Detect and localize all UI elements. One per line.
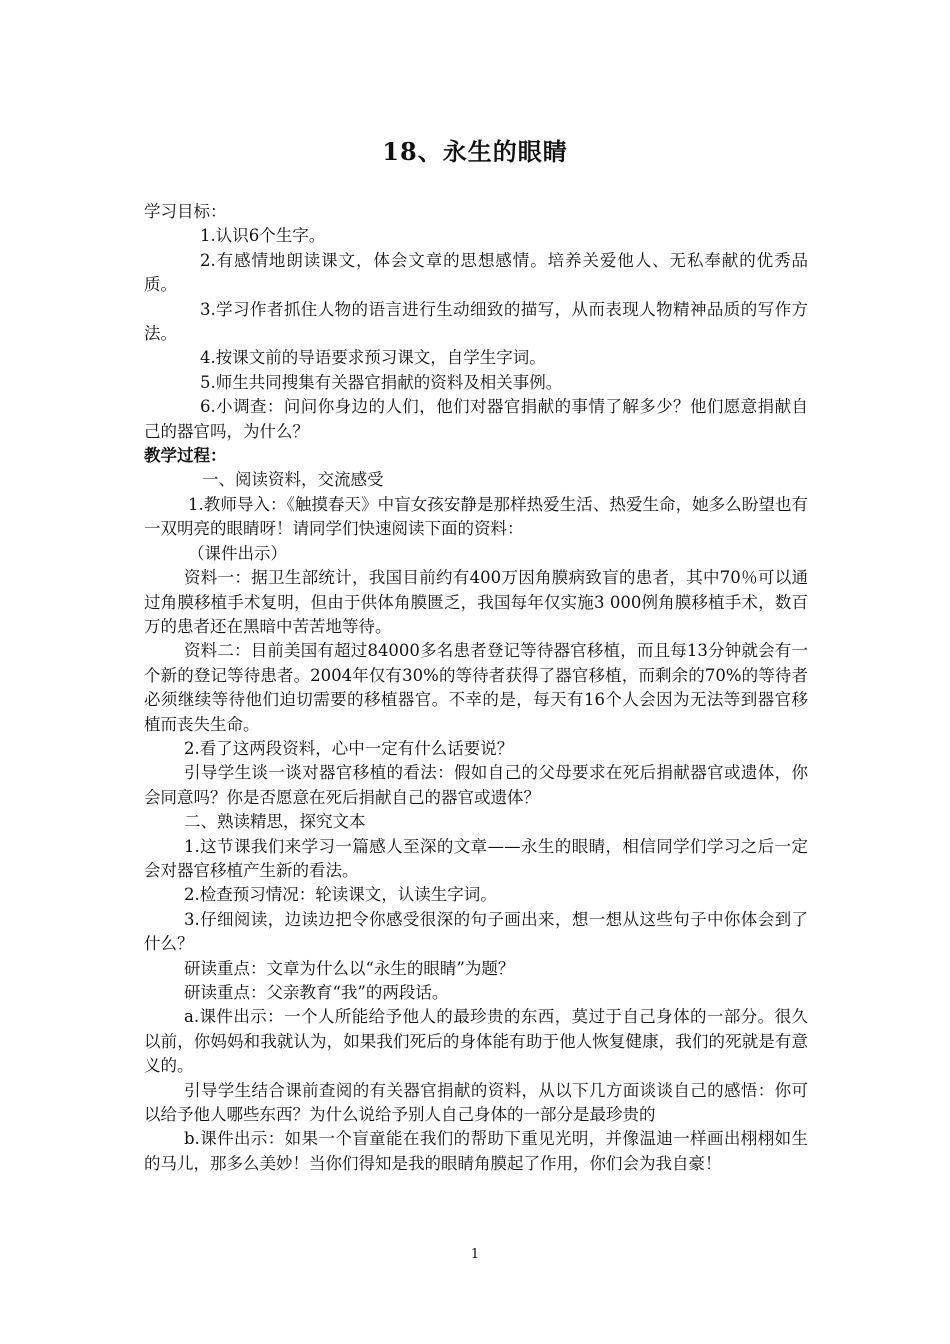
subsection-heading: 二、熟读精思，探究文本 [184,812,366,832]
body-paragraph: 资料一：据卫生部统计，我国目前约有400万因角膜病致盲的患者，其中70％可以通过角膜移植手术复明，但由于供体角膜匮乏，我国每年仅实施3 000例角膜移植手术，数百万的患者还在黑暗中苦苦地等待。 [144,568,808,636]
body-paragraph: 1.这节课我们来学习一篇感人至深的文章——永生的眼睛，相信同学们学习之后一定会对器官移植产生新的看法。 [144,836,808,880]
document-body [144,200,808,1176]
page-number: 1 [470,1247,480,1262]
body-paragraph: （课件出示） [188,543,287,563]
body-paragraph: 3.仔细阅读，边读边把令你感受很深的句子画出来，想一想从这些句子中你体会到了什么？ [144,909,808,954]
objective-item: 2.有感情地朗读课文，体会文章的思想感情。培养关爱他人、无私奉献的优秀品质。 [144,250,808,295]
body-paragraph: 引导学生结合课前查阅的有关器官捐献的资料，从以下几方面谈谈自己的感悟：你可以给予他人哪些东西？为什么说给予别人自己身体的一部分是最珍贵的 [144,1080,808,1125]
section-heading-objectives: 学习目标： [144,202,227,221]
body-paragraph: b.课件出示：如果一个盲童能在我们的帮助下重见光明，并像温迪一样画出栩栩如生的马儿，那多么美妙！当你们得知是我的眼睛角膜起了作用，你们会为我自豪！ [144,1129,808,1173]
body-paragraph: 引导学生谈一谈对器官移植的看法：假如自己的父母要求在死后捐献器官或遗体，你会同意吗？你是否愿意在死后捐献自己的器官或遗体？ [144,763,808,807]
body-paragraph: 2.看了这两段资料，心中一定有什么话要说？ [184,738,514,758]
subsection-heading: 一、阅读资料，交流感受 [202,470,384,490]
body-paragraph: 1.教师导入：《触摸春天》中盲女孩安静是那样热爱生活、热爱生命，她多么盼望也有一双明亮的眼睛呀！请同学们快速阅读下面的资料： [144,494,808,539]
document-title: 18、永生的眼睛 [382,137,568,166]
body-paragraph: 研读重点：父亲教育“我”的两段话。 [184,983,449,1002]
body-paragraph: 2.检查预习情况：轮读课文，认读生字词。 [184,885,497,905]
objective-item: 4.按课文前的导语要求预习课文，自学生字词。 [200,348,546,368]
objective-item: 6.小调查：问问你身边的人们，他们对器官捐献的事情了解多少？他们愿意捐献自己的器官吗，为什么？ [144,397,808,441]
objective-item: 5.师生共同搜集有关器官捐献的资料及相关事例。 [200,372,563,392]
body-paragraph: 资料二：目前美国有超过84000多名患者登记等待器官移植，而且每13分钟就会有一个新的登记等待患者。2004年仅有30%的等待者获得了器官移植，而剩余的70%的等待者必须继续等待他们迫切需要的移植器官。不幸的是，每天有16个人会因为无法等到器官移植而丧失生命。 [144,641,808,734]
objective-item: 1.认识6个生字。 [200,226,326,246]
objective-item: 3.学习作者抓住人物的语言进行生动细致的描写，从而表现人物精神品质的写作方法。 [144,299,808,344]
section-heading-process: 教学过程： [144,446,227,466]
body-paragraph: 研读重点：文章为什么以“永生的眼睛”为题？ [184,958,515,978]
body-paragraph: a.课件出示：一个人所能给予他人的最珍贵的东西，莫过于自己身体的一部分。很久以前，你妈妈和我就认为，如果我们死后的身体能有助于他人恢复健康，我们的死就是有意义的。 [144,1007,808,1076]
